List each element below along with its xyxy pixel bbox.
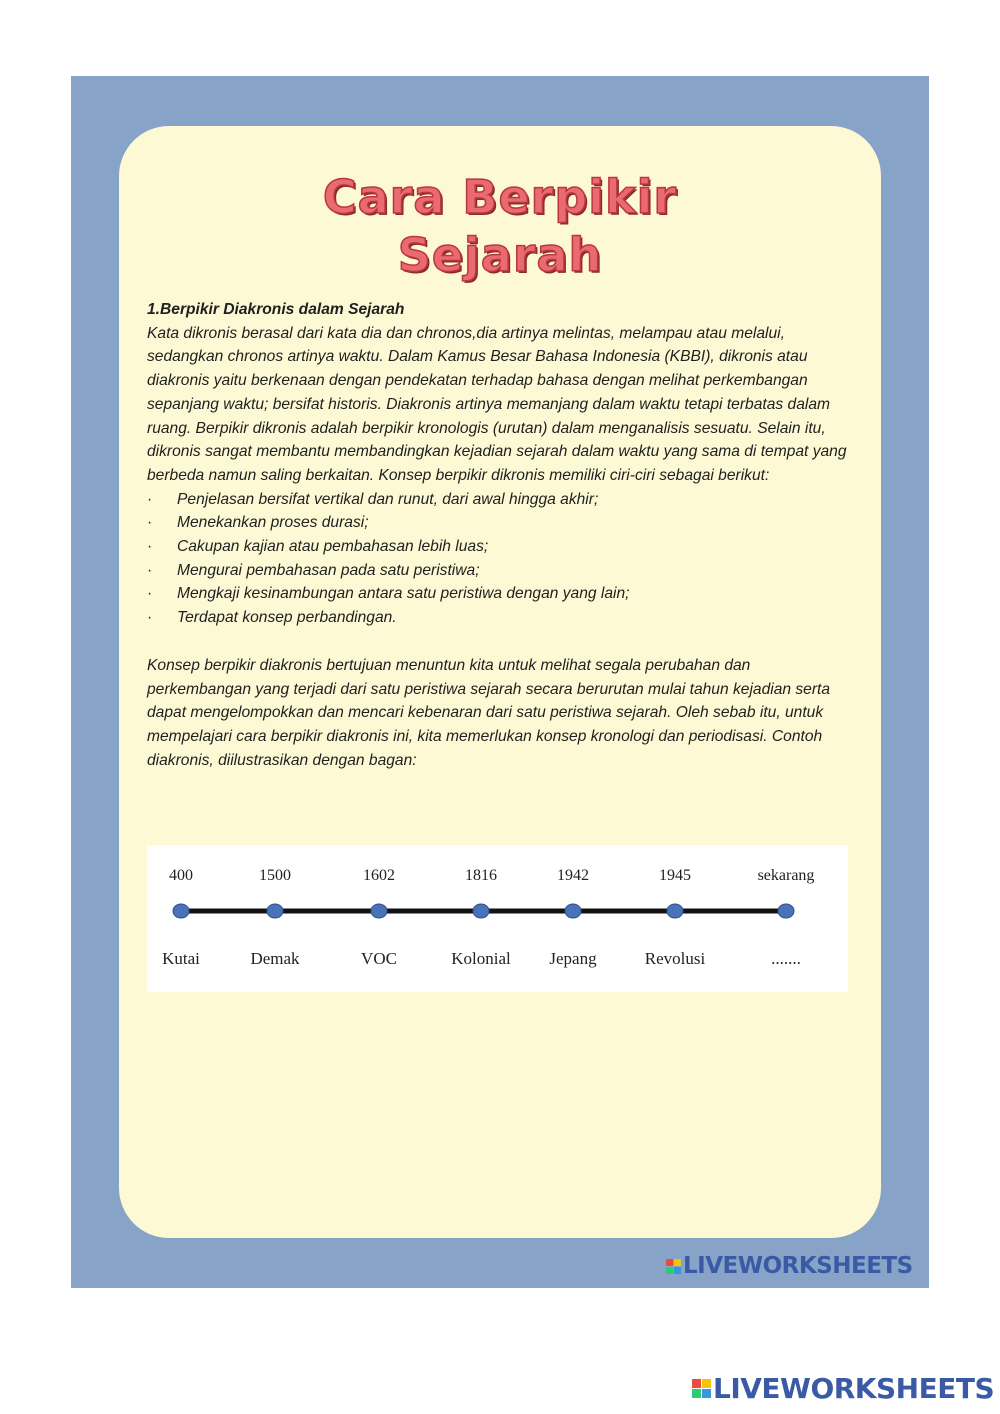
watermark-text: LIVEWORKSHEETS xyxy=(713,1372,995,1405)
watermark-text: LIVEWORKSHEETS xyxy=(683,1253,913,1279)
title-line-1: Cara Berpikir xyxy=(322,170,678,224)
timeline-year: sekarang xyxy=(757,867,815,884)
timeline-point xyxy=(667,904,683,918)
bullet-icon: · xyxy=(147,514,153,532)
timeline-point xyxy=(778,904,794,918)
liveworksheets-watermark xyxy=(666,1253,913,1279)
timeline-year: 1945 xyxy=(659,867,691,884)
timeline-event: Jepang xyxy=(549,949,597,968)
bullet-icon: · xyxy=(147,490,153,508)
liveworksheets-logo-icon xyxy=(666,1259,681,1274)
timeline-diagram xyxy=(147,845,848,992)
timeline-year: 1942 xyxy=(557,867,589,884)
list-item: · Mengkaji kesinambungan antara satu peristiwa dengan yang lain; xyxy=(147,582,857,606)
timeline-year: 1602 xyxy=(363,867,395,884)
article-body xyxy=(147,298,857,772)
section-heading: 1.Berpikir Diakronis dalam Sejarah xyxy=(147,301,405,318)
timeline-graphic xyxy=(147,845,848,992)
list-item: · Terdapat konsep perbandingan. xyxy=(147,606,857,630)
timeline-year: 1816 xyxy=(465,867,497,884)
list-item: · Menekankan proses durasi; xyxy=(147,511,857,535)
liveworksheets-logo-icon xyxy=(692,1379,711,1398)
timeline-event: Kutai xyxy=(162,949,200,968)
bullet-icon: · xyxy=(147,609,153,627)
list-item: · Mengurai pembahasan pada satu peristiwa; xyxy=(147,559,857,583)
timeline-point xyxy=(473,904,489,918)
timeline-year: 1500 xyxy=(259,867,291,884)
timeline-event: Revolusi xyxy=(644,949,706,968)
bullet-icon: · xyxy=(147,561,153,579)
timeline-event: Kolonial xyxy=(451,949,511,968)
timeline-event: VOC xyxy=(361,949,397,968)
list-item: · Penjelasan bersifat vertikal dan runut, dari awal hingga akhir; xyxy=(147,488,857,512)
liveworksheets-footer-watermark xyxy=(692,1372,994,1405)
page-title xyxy=(119,168,881,284)
timeline-year: 400 xyxy=(169,867,193,884)
timeline-event: Demak xyxy=(250,949,300,968)
timeline-point xyxy=(371,904,387,918)
bullet-icon: · xyxy=(147,538,153,556)
title-line-2: Sejarah xyxy=(397,228,603,282)
list-item: · Cakupan kajian atau pembahasan lebih luas; xyxy=(147,535,857,559)
bullet-icon: · xyxy=(147,585,153,603)
closing-paragraph: Konsep berpikir diakronis bertujuan menuntun kita untuk melihat segala perubahan dan perkembangan yang terjadi dari satu peristiwa sejarah secara berurutan mulai tahun kejadian serta dapat mengelompokkan dan mencari kebenaran dari satu peristiwa sejarah. Oleh sebab itu, untuk mempelajari cara berpikir diakronis ini, kita memerlukan konsep kronologi dan periodisasi. Contoh diakronis, diilustrasikan dengan bagan: xyxy=(147,656,831,769)
characteristics-list xyxy=(147,488,857,630)
intro-paragraph: Kata dikronis berasal dari kata dia dan chronos,dia artinya melintas, melampau atau melalui, sedangkan chronos artinya waktu. Dalam Kamus Besar Bahasa Indonesia (KBBI), dikronis atau diakronis yaitu berkenaan dengan pendekatan terhadap bahasa dengan melihat perkembangan sepanjang waktu; bersifat historis. Diakronis artinya memanjang dalam waktu tetapi terbatas dalam ruang. Berpikir dikronis adalah berpikir kronologis (urutan) dalam menganalisis sesuatu. Selain itu, dikronis sangat membantu membandingkan kejadian sejarah dalam waktu yang sama di tempat yang berbeda namun saling berkaitan. Konsep berpikir dikronis memiliki ciri-ciri sebagai berikut: xyxy=(147,324,847,484)
timeline-point xyxy=(173,904,189,918)
timeline-point xyxy=(565,904,581,918)
timeline-event: ....... xyxy=(771,949,801,968)
timeline-point xyxy=(267,904,283,918)
